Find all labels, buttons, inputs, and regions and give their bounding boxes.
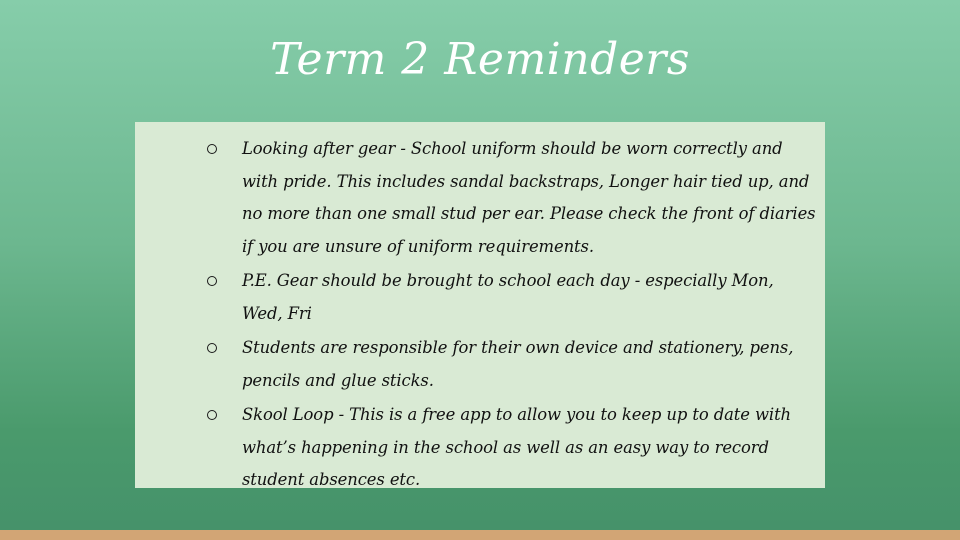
list-item-text: P.E. Gear should be brought to school each day - especially Mon, Wed, Fri (242, 271, 774, 323)
list-item (135, 133, 825, 263)
hollow-circle-bullet-icon (207, 276, 217, 286)
hollow-circle-bullet-icon (207, 410, 217, 420)
footer-band (0, 530, 960, 540)
slide-title: Term 2 Reminders (270, 34, 690, 85)
reminders-list (135, 133, 825, 488)
list-item (135, 332, 825, 397)
list-item-text: Students are responsible for their own device and stationery, pens, pencils and glue sticks. (242, 338, 794, 390)
hollow-circle-bullet-icon (207, 343, 217, 353)
list-item-text: Looking after gear - School uniform should be worn correctly and with pride. This includes sandal backstraps, Longer hair tied up, and no more than one small stud per ear. Please check the front of diaries if you are unsure of uniform requirements. (242, 139, 816, 256)
list-item (135, 399, 825, 488)
hollow-circle-bullet-icon (207, 144, 217, 154)
list-item-text: Skool Loop - This is a free app to allow you to keep up to date with what’s happening in the school as well as an easy way to record student absences etc. (242, 405, 792, 488)
list-item (135, 265, 825, 330)
reminders-panel (135, 122, 825, 488)
